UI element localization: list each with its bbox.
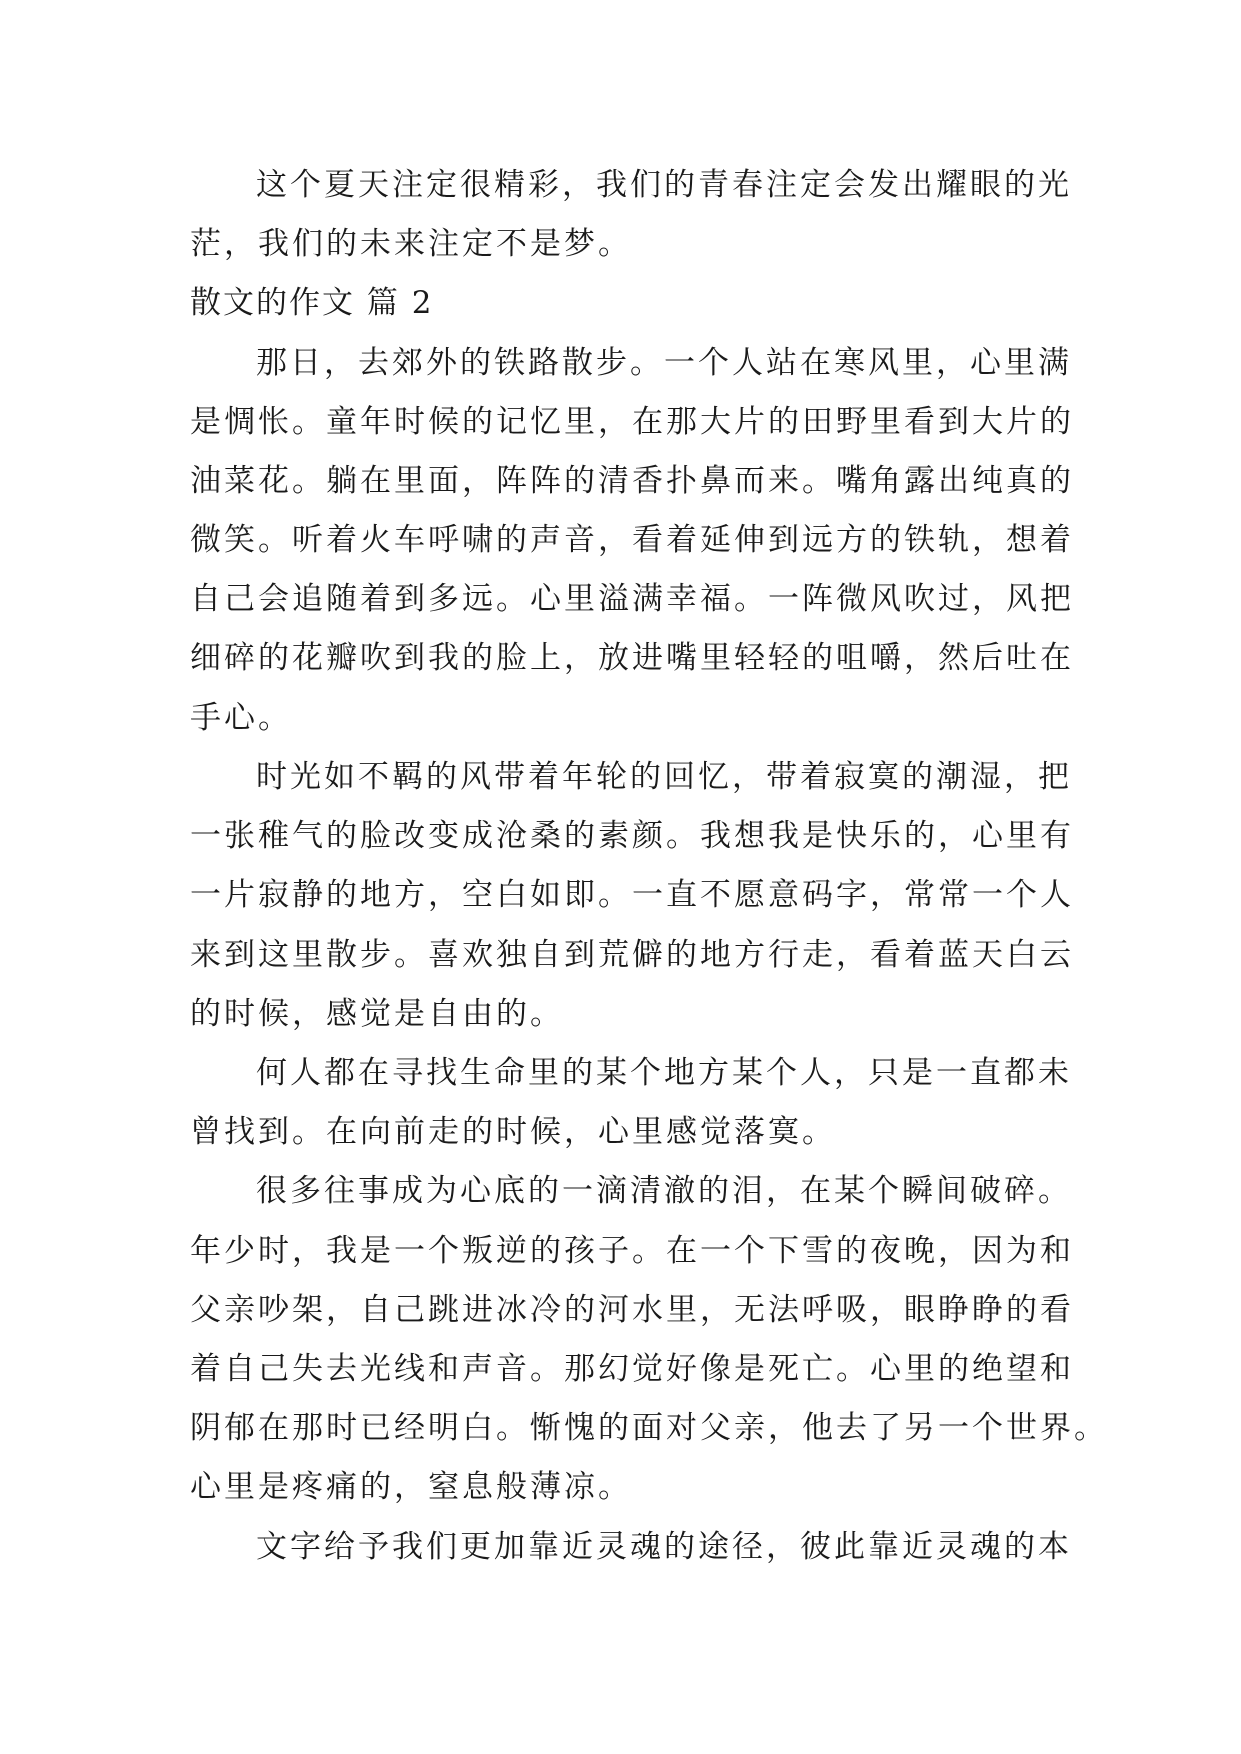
paragraph-line: 自己会追随着到多远。心里溢满幸福。一阵微风吹过，风把 — [190, 581, 1074, 617]
paragraph-line: 细碎的花瓣吹到我的脸上，放进嘴里轻轻的咀嚼，然后吐在 — [190, 640, 1074, 676]
paragraph-line: 是惆怅。童年时候的记忆里，在那大片的田野里看到大片的 — [190, 404, 1074, 440]
paragraph-line: 茫，我们的未来注定不是梦。 — [190, 226, 632, 262]
paragraph-line: 何人都在寻找生命里的某个地方某个人，只是一直都未 — [256, 1055, 1072, 1091]
paragraph-line: 微笑。听着火车呼啸的声音，看着延伸到远方的铁轨，想着 — [190, 522, 1074, 558]
paragraph-line: 年少时，我是一个叛逆的孩子。在一个下雪的夜晚，因为和 — [190, 1233, 1074, 1269]
paragraph-line: 曾找到。在向前走的时候，心里感觉落寞。 — [190, 1114, 836, 1150]
paragraph-line: 父亲吵架，自己跳进冰冷的河水里，无法呼吸，眼睁睁的看 — [190, 1292, 1074, 1328]
paragraph-line: 来到这里散步。喜欢独自到荒僻的地方行走，看着蓝天白云 — [190, 937, 1074, 973]
paragraph-line: 那日，去郊外的铁路散步。一个人站在寒风里，心里满 — [256, 345, 1072, 381]
section-heading: 散文的作文 篇 2 — [190, 285, 434, 321]
paragraph-line: 文字给予我们更加靠近灵魂的途径，彼此靠近灵魂的本 — [256, 1529, 1072, 1565]
paragraph-line: 一片寂静的地方，空白如即。一直不愿意码字，常常一个人 — [190, 877, 1074, 913]
paragraph-line: 油菜花。躺在里面，阵阵的清香扑鼻而来。嘴角露出纯真的 — [190, 463, 1074, 499]
paragraph-line: 时光如不羁的风带着年轮的回忆，带着寂寞的潮湿，把 — [256, 759, 1072, 795]
paragraph-line: 一张稚气的脸改变成沧桑的素颜。我想我是快乐的，心里有 — [190, 818, 1074, 854]
paragraph-line: 着自己失去光线和声音。那幻觉好像是死亡。心里的绝望和 — [190, 1351, 1074, 1387]
paragraph-line: 很多往事成为心底的一滴清澈的泪，在某个瞬间破碎。 — [256, 1173, 1072, 1209]
paragraph-line: 阴郁在那时已经明白。惭愧的面对父亲，他去了另一个世界。 — [190, 1410, 1108, 1446]
paragraph-line: 这个夏天注定很精彩，我们的青春注定会发出耀眼的光 — [256, 167, 1072, 203]
paragraph-line: 手心。 — [190, 700, 292, 736]
paragraph-line: 心里是疼痛的，窒息般薄凉。 — [190, 1469, 632, 1505]
paragraph-line: 的时候，感觉是自由的。 — [190, 996, 564, 1032]
